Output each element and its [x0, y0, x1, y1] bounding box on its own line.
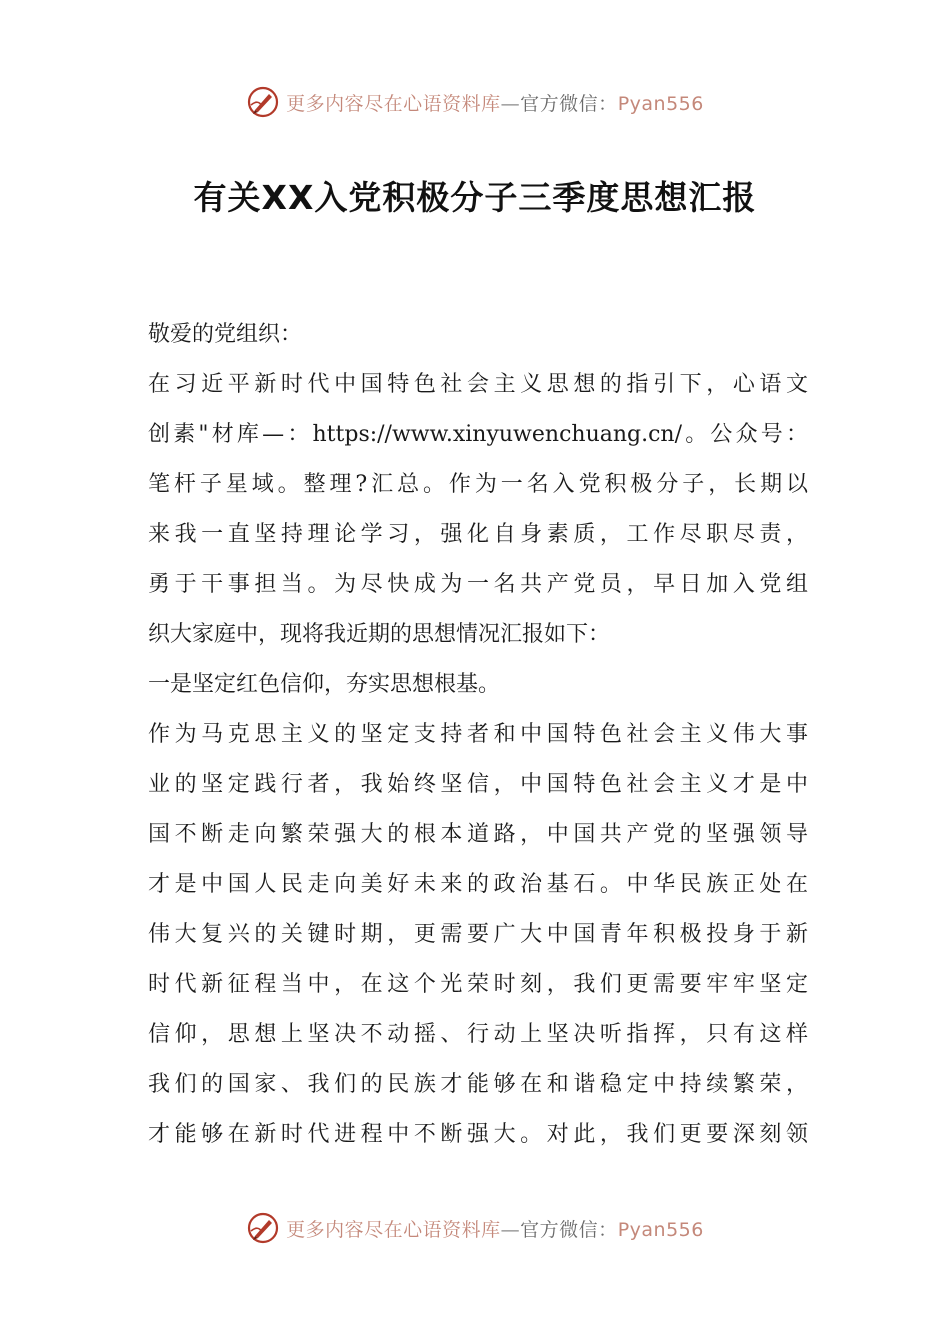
body-line: 一是坚定红色信仰，夯实思想根基。	[148, 672, 501, 697]
body-line: 伟大复兴的关键时期，更需要广大中国青年积极投身于新	[148, 922, 808, 947]
body-line: 勇于干事担当。为尽快成为一名共产党员，早日加入党组	[148, 572, 808, 597]
watermark-separator: —	[500, 1218, 521, 1241]
watermark-text	[286, 89, 704, 116]
watermark-text	[286, 1215, 704, 1242]
body-line: 才能够在新时代进程中不断强大。对此，我们更要深刻领	[148, 1122, 808, 1147]
body-line: 信仰，思想上坚决不动摇、行动上坚决听指挥，只有这样	[148, 1022, 808, 1047]
body-line: 时代新征程当中，在这个光荣时刻，我们更需要牢牢坚定	[148, 972, 808, 997]
body-line: 织大家庭中，现将我近期的思想情况汇报如下：	[148, 622, 611, 647]
body-line: 敬爱的党组织：	[148, 322, 303, 347]
pen-logo-icon	[246, 85, 280, 119]
watermark-prefix: 更多内容尽在心语资料库	[286, 92, 501, 115]
body-line: 笔杆子星域。整理?汇总。作为一名入党积极分子，长期以	[148, 472, 808, 497]
body-line: 我们的国家、我们的民族才能够在和谐稳定中持续繁荣，	[148, 1072, 808, 1097]
pen-logo-icon	[246, 1211, 280, 1245]
watermark-prefix: 更多内容尽在心语资料库	[286, 1218, 501, 1241]
body-line: 业的坚定践行者，我始终坚信，中国特色社会主义才是中	[148, 772, 808, 797]
document-body	[148, 310, 808, 1160]
header-watermark	[0, 82, 950, 122]
body-line: 来我一直坚持理论学习，强化自身素质，工作尽职尽责，	[148, 522, 808, 547]
body-line: 作为马克思主义的坚定支持者和中国特色社会主义伟大事	[148, 722, 808, 747]
document-title: 有关XX入党积极分子三季度思想汇报	[193, 178, 757, 217]
watermark-account: Pyan556	[617, 1218, 704, 1241]
watermark-label: 官方微信：	[520, 92, 618, 115]
body-line: 在习近平新时代中国特色社会主义思想的指引下，心语文	[148, 372, 808, 397]
watermark-separator: —	[500, 92, 521, 115]
watermark-label: 官方微信：	[520, 1218, 618, 1241]
body-line: 国不断走向繁荣强大的根本道路，中国共产党的坚强领导	[148, 822, 808, 847]
body-line: 创素"材库—：https://www.xinyuwenchuang.cn/。公众号：	[148, 422, 808, 447]
footer-watermark	[0, 1208, 950, 1248]
watermark-account: Pyan556	[617, 92, 704, 115]
body-line: 才是中国人民走向美好未来的政治基石。中华民族正处在	[148, 872, 808, 897]
